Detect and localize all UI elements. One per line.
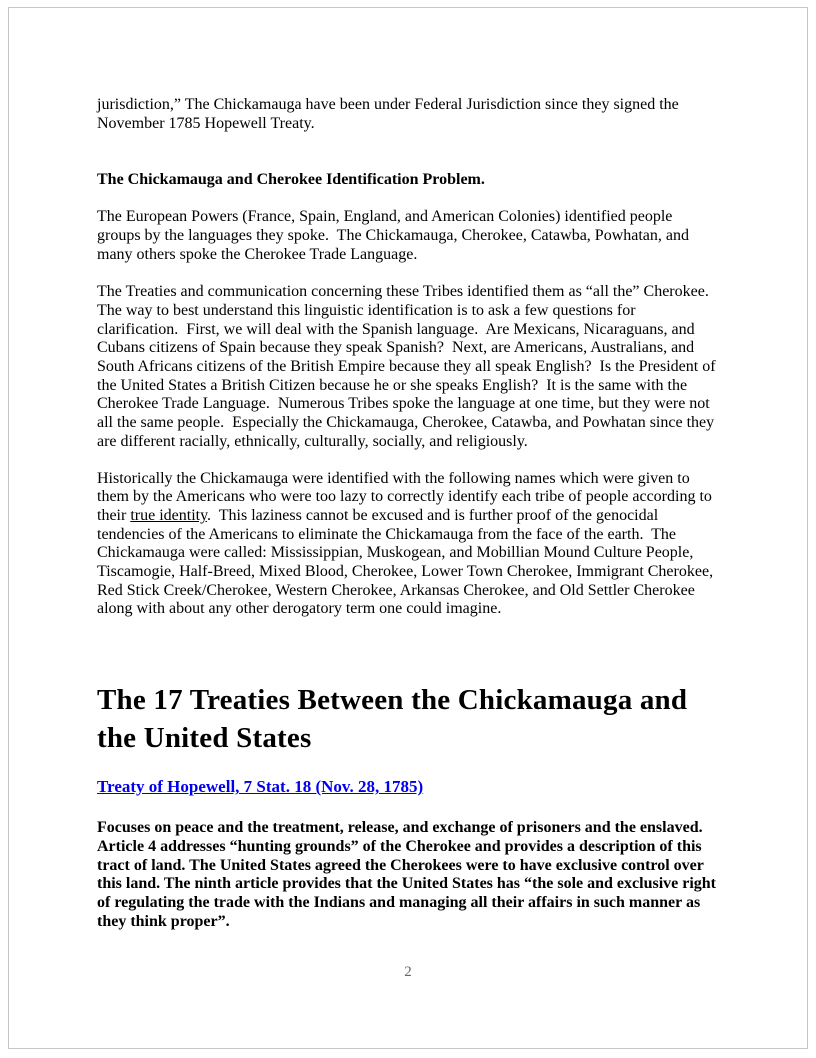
true-identity-link[interactable]: true identity xyxy=(130,506,208,524)
paragraph-historical-names xyxy=(97,470,719,620)
treaty-of-hopewell-link[interactable]: Treaty of Hopewell, 7 Stat. 18 (Nov. 28, 1785) xyxy=(97,777,424,797)
page-number: 2 xyxy=(404,964,412,980)
paragraph-historical-names-before-link: Historically the Chickamauga were identified with the following names which were given to them by the Americans who were too lazy to correctly identify each tribe of people according to their xyxy=(97,469,716,524)
paragraph-historical-names-after-link: . This laziness cannot be excused and is further proof of the genocidal tendencies of the Americans to eliminate the Chickamauga from the face of the earth. The Chickamauga were called: Mississippian, Muskogean, and Mobillian Mound Culture People, Tiscamogie, Half-Breed, Mixed Blood, Cherokee, Lower Town Cherokee, Immigrant Cherokee, Red Stick Creek/Cherokee, Western Cherokee, Arkansas Cherokee, and Old Settler Cherokee along with about any other derogatory term one could imagine. xyxy=(97,506,718,618)
document-page xyxy=(8,7,808,1049)
main-heading-17-treaties: The 17 Treaties Between the Chickamauga and the United States xyxy=(97,684,688,755)
paragraph-languages: The European Powers (France, Spain, England, and American Colonies) identified people groups by the languages they spoke. The Chickamauga, Cherokee, Catawba, Powhatan, and many others spoke the Cherokee Trade Language. xyxy=(97,208,693,263)
intro-paragraph: jurisdiction,” The Chickamauga have been under Federal Jurisdiction since they signed the November 1785 Hopewell Treaty. xyxy=(97,96,683,132)
treaty-summary-paragraph: Focuses on peace and the treatment, release, and exchange of prisoners and the enslaved. Article 4 addresses “hunting grounds” of the Cherokee and provides a description of this tract of land. The United States agreed the Cherokees were to have exclusive control over this land. The ninth article provides that the United States has “the sole and exclusive right of regulating the trade with the Indians and managing all their affairs in such manner as they think proper”. xyxy=(97,819,721,930)
paragraph-treaties-identification: The Treaties and communication concerning these Tribes identified them as “all the” Cherokee. The way to best understand this linguistic identification is to ask a few questions for clarification. First, we will deal with the Spanish language. Are Mexicans, Nicaraguans, and Cubans citizens of Spain because they speak Spanish? Next, are Americans, Australians, and South Africans citizens of the British Empire because they all speak English? Is the President of the United States a British Citizen because he or she speaks English? It is the same with the Cherokee Trade Language. Numerous Tribes spoke the language at one time, but they were not all the same people. Especially the Chickamauga, Cherokee, Catawba, and Powhatan since they are different racially, ethnically, culturally, socially, and religiously. xyxy=(97,283,720,450)
section-heading-identification-problem: The Chickamauga and Cherokee Identification Problem. xyxy=(97,171,485,189)
